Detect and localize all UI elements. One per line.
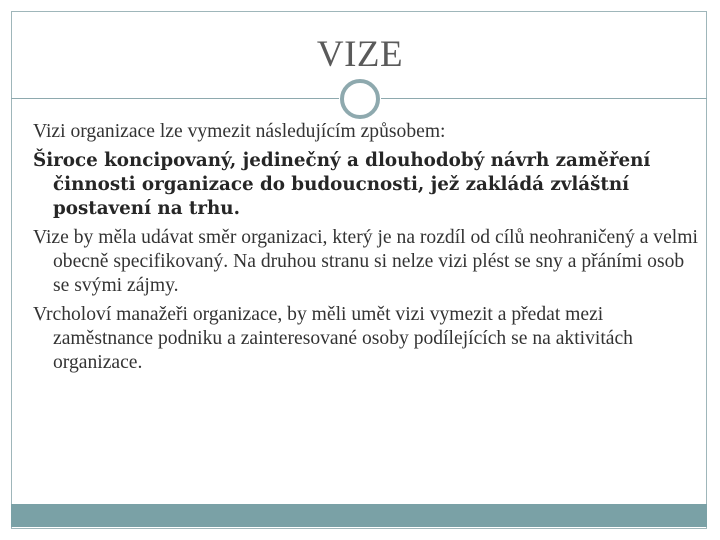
slide-body	[33, 120, 698, 380]
direction-paragraph: Vize by měla udávat směr organizaci, který je na rozdíl od cílů neohraničený a velmi obecně specifikovaný. Na druhou stranu si nelze vizi plést se sny a přáními osob se svými zájmy.	[33, 227, 698, 296]
divider-circle-ornament	[340, 79, 380, 119]
title-divider-right	[381, 98, 707, 99]
managers-paragraph: Vrcholoví manažeři organizace, by měli umět vizi vymezit a předat mezi zaměstnance podniku a zainteresované osoby podílejících se na aktivitách organizace.	[33, 304, 633, 373]
definition-paragraph: Široce koncipovaný, jedinečný a dlouhodobý návrh zaměření činnosti organizace do budoucnosti, jež zakládá zvláštní postavení na trhu.	[33, 150, 651, 219]
slide-title: VIZE	[316, 34, 404, 75]
intro-paragraph: Vizi organizace lze vymezit následujícím způsobem:	[33, 121, 446, 142]
title-divider-left	[11, 98, 339, 99]
footer-accent-bar	[11, 504, 707, 527]
